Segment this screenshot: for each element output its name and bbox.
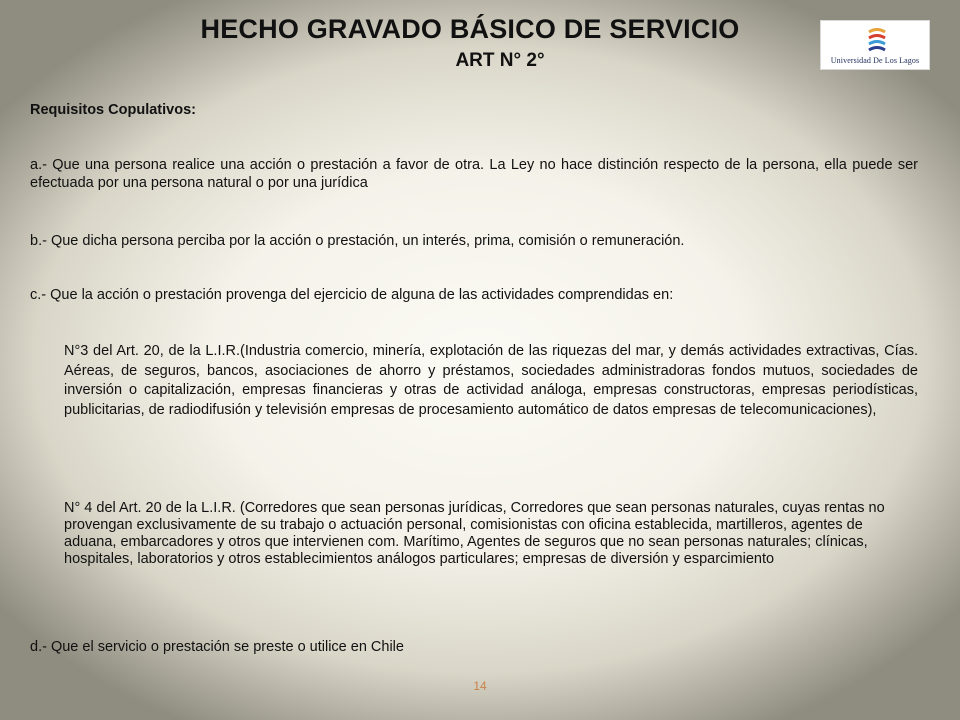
university-logo — [820, 20, 930, 70]
logo-text: Universidad De Los Lagos — [830, 56, 920, 65]
paragraph-a: a.- Que una persona realice una acción o prestación a favor de otra. La Ley no hace distinción respecto de la persona, ella puede ser efectuada por una persona natural o por una jurídica — [30, 157, 918, 191]
paragraph-n4: N° 4 del Art. 20 de la L.I.R. (Corredores que sean personas jurídicas, Corredores que sean personas naturales, cuyas rentas no provengan exclusivamente de su trabajo o actuación personal, comisionistas con oficina establecida, martilleros, agentes de aduana, embarcadores y otros que intervienen com. Marítimo, Agentes de seguros que no sean personas naturales; clínicas, hospitales, laboratorios y otros establecimientos análogos particulares; empresas de diversión y esparcimiento — [64, 500, 885, 567]
slide-subtitle: ART N° 2° — [455, 50, 545, 71]
paragraph-n3: N°3 del Art. 20, de la L.I.R.(Industria comercio, minería, explotación de las riquezas del mar, y demás actividades extractivas, Cías. Aéreas, de seguros, bancos, asociaciones de ahorro y préstamos, sociedades administradoras fondos mutuos, sociedades de inversión o capitalización, empresas financieras y otras de actividad análoga, empresas constructoras, empresas periodísticas, publicitarias, de radiodifusión y televisión empresas de procesamiento automático de datos empresas de telecomunicaciones), — [64, 343, 918, 418]
logo-emblem-icon — [868, 27, 886, 53]
page-number: 14 — [473, 679, 487, 693]
paragraph-c: c.- Que la acción o prestación provenga del ejercicio de alguna de las actividades comprendidas en: — [30, 287, 674, 303]
slide-title: HECHO GRAVADO BÁSICO DE SERVICIO — [200, 14, 740, 44]
section-heading: Requisitos Copulativos: — [30, 102, 196, 118]
paragraph-b: b.- Que dicha persona perciba por la acción o prestación, un interés, prima, comisión o remuneración. — [30, 233, 685, 249]
paragraph-d: d.- Que el servicio o prestación se preste o utilice en Chile — [30, 639, 404, 655]
